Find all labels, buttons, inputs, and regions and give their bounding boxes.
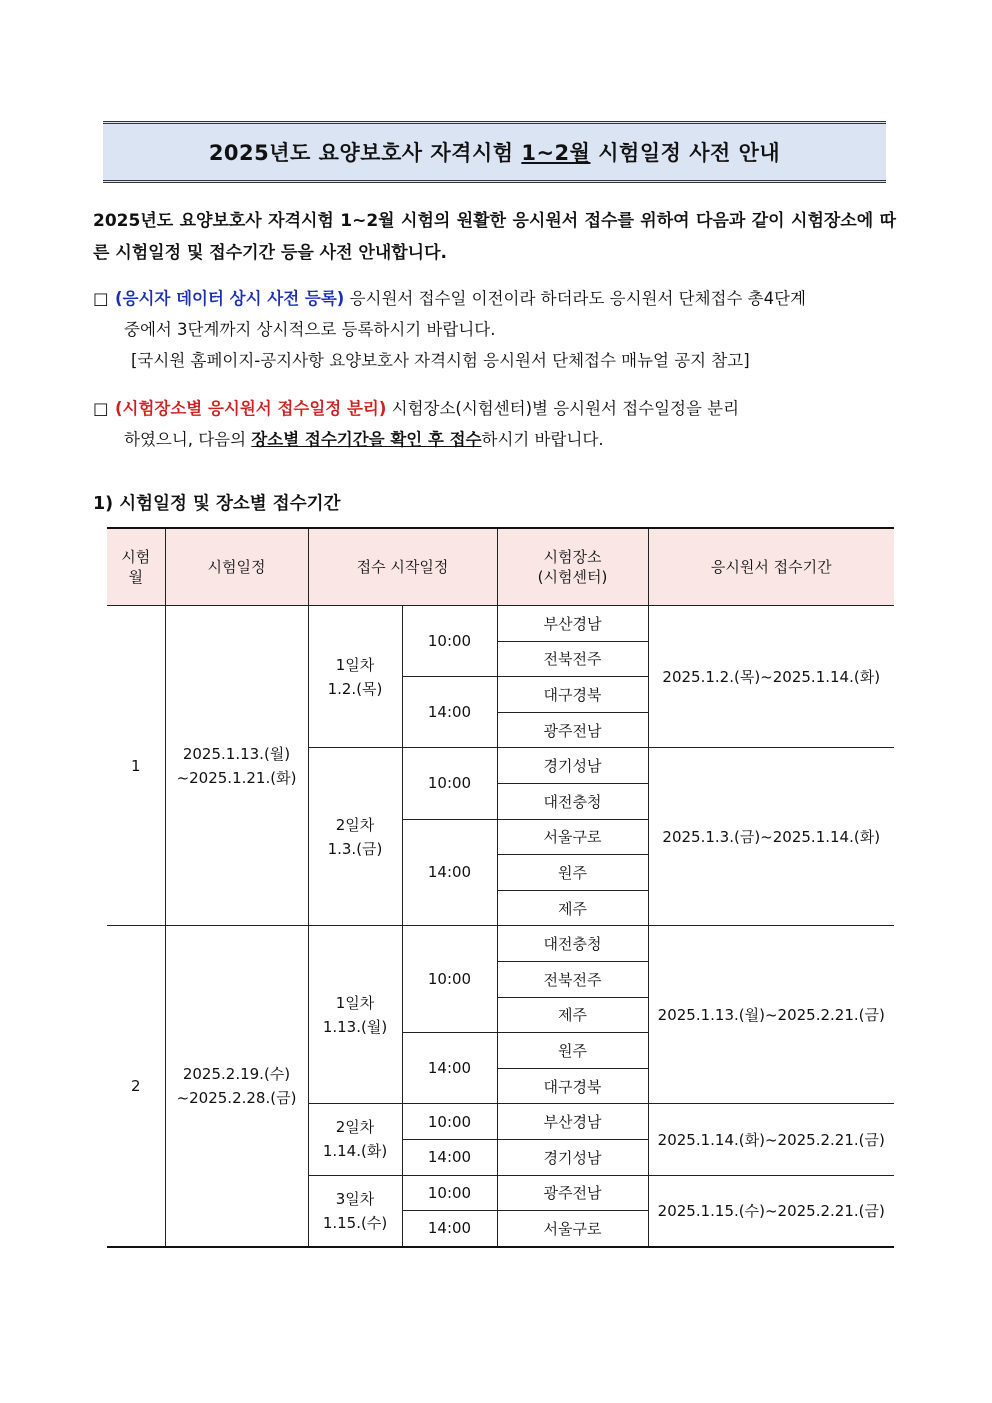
- exam-dates-cell: 2025.2.19.(수) ~2025.2.28.(금): [165, 926, 308, 1247]
- notice2-highlight: (시험장소별 응시원서 접수일정 분리): [115, 399, 387, 418]
- page-title: 2025년도 요양보호사 자격시험 1~2월 시험일정 사전 안내: [208, 141, 781, 165]
- place-cell: 제주: [497, 997, 648, 1033]
- place-cell: 광주전남: [497, 712, 648, 748]
- time-cell: 14:00: [402, 1033, 497, 1104]
- place-cell: 대전충청: [497, 926, 648, 962]
- time-cell: 10:00: [402, 606, 497, 677]
- time-cell: 10:00: [402, 1175, 497, 1211]
- day-cell: 2일차 1.3.(금): [308, 748, 402, 926]
- table-row: [107, 606, 894, 642]
- day-cell: 1일차 1.13.(월): [308, 926, 402, 1104]
- place-cell: 대구경북: [497, 677, 648, 713]
- time-cell: 14:00: [402, 819, 497, 926]
- place-cell: 경기성남: [497, 748, 648, 784]
- place-cell: 대구경북: [497, 1068, 648, 1104]
- time-cell: 10:00: [402, 1104, 497, 1140]
- notice1-highlight: (응시자 데이터 상시 사전 등록): [115, 289, 345, 308]
- place-cell: 부산경남: [497, 606, 648, 642]
- title-banner: [103, 121, 886, 183]
- place-cell: 제주: [497, 890, 648, 926]
- place-cell: 경기성남: [497, 1139, 648, 1175]
- time-cell: 14:00: [402, 1139, 497, 1175]
- header-start: 접수 시작일정: [308, 528, 497, 606]
- place-cell: 서울구로: [497, 819, 648, 855]
- place-cell: 전북전주: [497, 961, 648, 997]
- day-cell: 1일차 1.2.(목): [308, 606, 402, 748]
- day-cell: 2일차 1.14.(화): [308, 1104, 402, 1175]
- table-row: [107, 926, 894, 962]
- checkbox-square-icon: □: [93, 399, 109, 418]
- place-cell: 광주전남: [497, 1175, 648, 1211]
- table-header-row: [107, 528, 894, 606]
- exam-dates-cell: 2025.1.13.(월) ~2025.1.21.(화): [165, 606, 308, 926]
- place-cell: 전북전주: [497, 641, 648, 677]
- day-cell: 3일차 1.15.(수): [308, 1175, 402, 1247]
- period-cell: 2025.1.15.(수)~2025.2.21.(금): [648, 1175, 894, 1247]
- checkbox-square-icon: □: [93, 289, 109, 308]
- intro-paragraph: 2025년도 요양보호사 자격시험 1~2월 시험의 원활한 응시원서 접수를 위하여 다음과 같이 시험장소에 따른 시험일정 및 접수기간 등을 사전 안내합니다.: [93, 211, 896, 263]
- month-cell: 2: [107, 926, 165, 1247]
- schedule-table: [107, 527, 894, 1248]
- notice2-underlined: 장소별 접수기간을 확인 후 접수: [251, 430, 482, 449]
- header-place: 시험장소 (시험센터): [497, 528, 648, 606]
- period-cell: 2025.1.13.(월)~2025.2.21.(금): [648, 926, 894, 1104]
- month-cell: 1: [107, 606, 165, 926]
- header-schedule: 시험일정: [165, 528, 308, 606]
- time-cell: 14:00: [402, 1211, 497, 1247]
- title-underlined: 1~2월: [521, 141, 591, 165]
- section-title: 1) 시험일정 및 장소별 접수기간: [93, 494, 341, 514]
- header-month: 시험 월: [107, 528, 165, 606]
- notice-schedule-split: □ (시험장소별 응시원서 접수일정 분리) 시험장소(시험센터)별 응시원서 접수일정을 분리 하였으니, 다음의 장소별 접수기간을 확인 후 접수하시기 바랍니다.: [93, 393, 896, 455]
- place-cell: 부산경남: [497, 1104, 648, 1140]
- time-cell: 10:00: [402, 926, 497, 1033]
- place-cell: 대전충청: [497, 783, 648, 819]
- period-cell: 2025.1.14.(화)~2025.2.21.(금): [648, 1104, 894, 1175]
- notice-data-registration: □ (응시자 데이터 상시 사전 등록) 응시원서 접수일 이전이라 하더라도 응시원서 단체접수 총4단계 중에서 3단계까지 상시적으로 등록하시기 바랍니다. [국시원 홈페이지-공지사항 요양보호사 자격시험 응시원서 단체접수 매뉴얼 공지 참고]: [93, 283, 896, 376]
- place-cell: 원주: [497, 1033, 648, 1069]
- place-cell: 서울구로: [497, 1211, 648, 1247]
- place-cell: 원주: [497, 855, 648, 891]
- period-cell: 2025.1.2.(목)~2025.1.14.(화): [648, 606, 894, 748]
- period-cell: 2025.1.3.(금)~2025.1.14.(화): [648, 748, 894, 926]
- time-cell: 10:00: [402, 748, 497, 819]
- time-cell: 14:00: [402, 677, 497, 748]
- header-period: 응시원서 접수기간: [648, 528, 894, 606]
